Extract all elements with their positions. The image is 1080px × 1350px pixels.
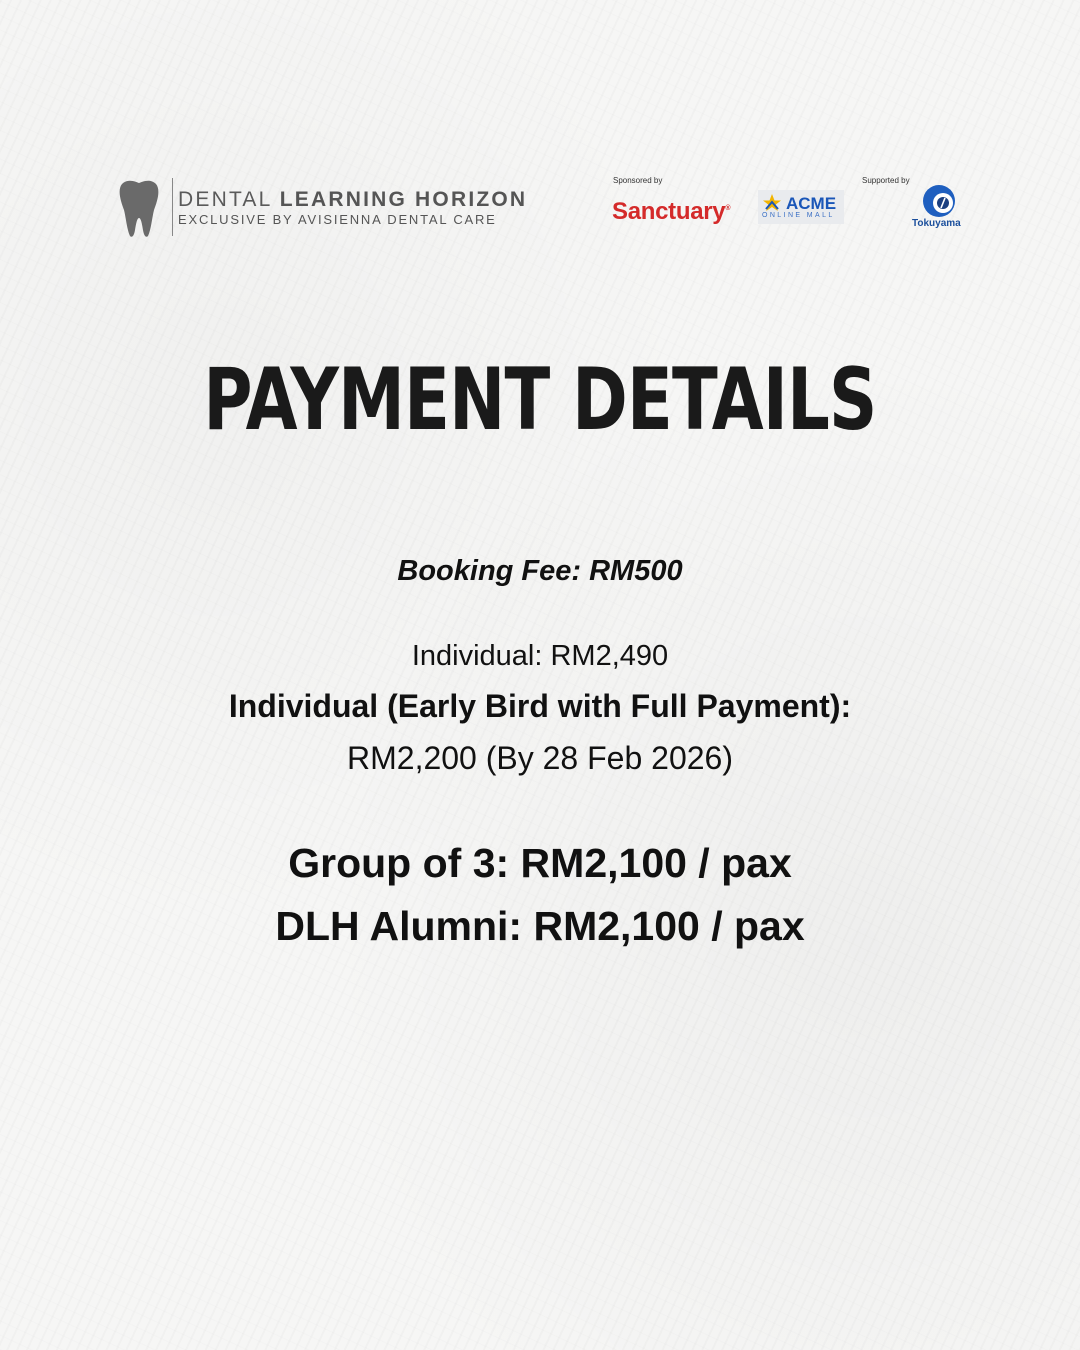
individual-price: Individual: RM2,490: [411, 640, 669, 672]
sponsored-label: Sponsored by: [613, 176, 663, 185]
alumni-price: DLH Alumni: RM2,100 / pax: [275, 903, 805, 949]
brand-subtitle: EXCLUSIVE BY AVISIENNA DENTAL CARE: [178, 212, 497, 227]
early-bird-label: Individual (Early Bird with Full Payment):: [228, 688, 852, 724]
sanctuary-logo: Sanctuary®: [612, 198, 731, 225]
header: [0, 170, 1080, 250]
brand-title: DENTAL LEARNING HORIZON: [178, 188, 528, 211]
tokuyama-logo-icon: [922, 184, 956, 218]
acme-subtitle: ONLINE MALL: [762, 212, 835, 219]
tokuyama-name: Tokuyama: [912, 218, 961, 229]
early-bird-price: RM2,200 (By 28 Feb 2026): [347, 740, 733, 776]
supported-label: Supported by: [862, 176, 910, 185]
tooth-icon: [116, 178, 162, 238]
acme-logo: [758, 190, 844, 224]
acme-title: ACME: [786, 194, 837, 213]
star-icon: [762, 193, 782, 213]
group-price: Group of 3: RM2,100 / pax: [288, 840, 792, 886]
page-title: PAYMENT DETAILS: [203, 350, 877, 450]
brand-divider: [172, 178, 173, 236]
booking-fee: Booking Fee: RM500: [397, 555, 683, 587]
